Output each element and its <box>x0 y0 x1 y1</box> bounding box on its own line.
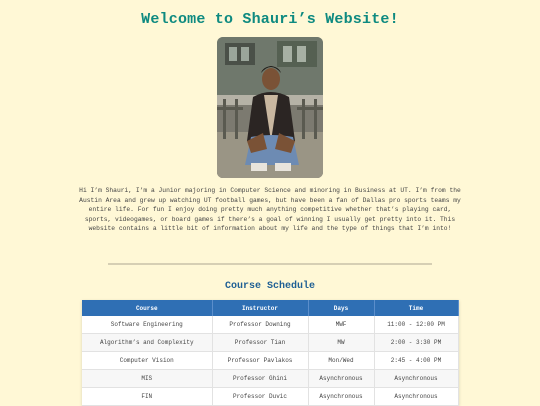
cell-time: 11:00 - 12:00 PM <box>374 316 458 334</box>
table-row <box>82 370 458 388</box>
table-header-row <box>82 300 458 316</box>
column-header-course: Course <box>82 300 212 316</box>
page-title: Welcome to Shauri’s Website! <box>141 11 399 28</box>
cell-days: MWF <box>308 316 374 334</box>
cell-days: MW <box>308 334 374 352</box>
cell-instructor: Professor Pavlakos <box>212 352 308 370</box>
column-header-days: Days <box>308 300 374 316</box>
cell-course: MIS <box>82 370 212 388</box>
cell-days: Asynchronous <box>308 370 374 388</box>
cell-instructor: Professor Tian <box>212 334 308 352</box>
cell-time: Asynchronous <box>374 370 458 388</box>
cell-time: Asynchronous <box>374 388 458 406</box>
course-schedule-table <box>82 300 459 406</box>
cell-course: FIN <box>82 388 212 406</box>
cell-course: Algorithm’s and Complexity <box>82 334 212 352</box>
section-divider <box>108 263 432 265</box>
cell-time: 2:45 - 4:00 PM <box>374 352 458 370</box>
column-header-instructor: Instructor <box>212 300 308 316</box>
cell-course: Computer Vision <box>82 352 212 370</box>
table-row <box>82 316 458 334</box>
column-header-time: Time <box>374 300 458 316</box>
table-row <box>82 388 458 406</box>
cell-days: Mon/Wed <box>308 352 374 370</box>
cell-instructor: Professor Downing <box>212 316 308 334</box>
profile-photo <box>217 37 323 178</box>
cell-course: Software Engineering <box>82 316 212 334</box>
cell-instructor: Professor Duvic <box>212 388 308 406</box>
bio-paragraph: Hi I’m Shauri, I’m a Junior majoring in Computer Science and minoring in Business at UT. I’m from the Austin Area and grew up watching UT football games, but have been a fan of Dallas pro sports teams my entire life. For fun I enjoy doing pretty much anything competitive whether that’s playing card, sports, videogames, or board games if there’s a goal of winning I usually get pretty into it. This website contains a little bit of information about my life and the type of things that I’m into! <box>79 187 461 233</box>
cell-time: 2:00 - 3:30 PM <box>374 334 458 352</box>
table-row <box>82 352 458 370</box>
table-row <box>82 334 458 352</box>
cell-instructor: Professor Ghini <box>212 370 308 388</box>
cell-days: Asynchronous <box>308 388 374 406</box>
course-schedule-title: Course Schedule <box>224 281 315 292</box>
